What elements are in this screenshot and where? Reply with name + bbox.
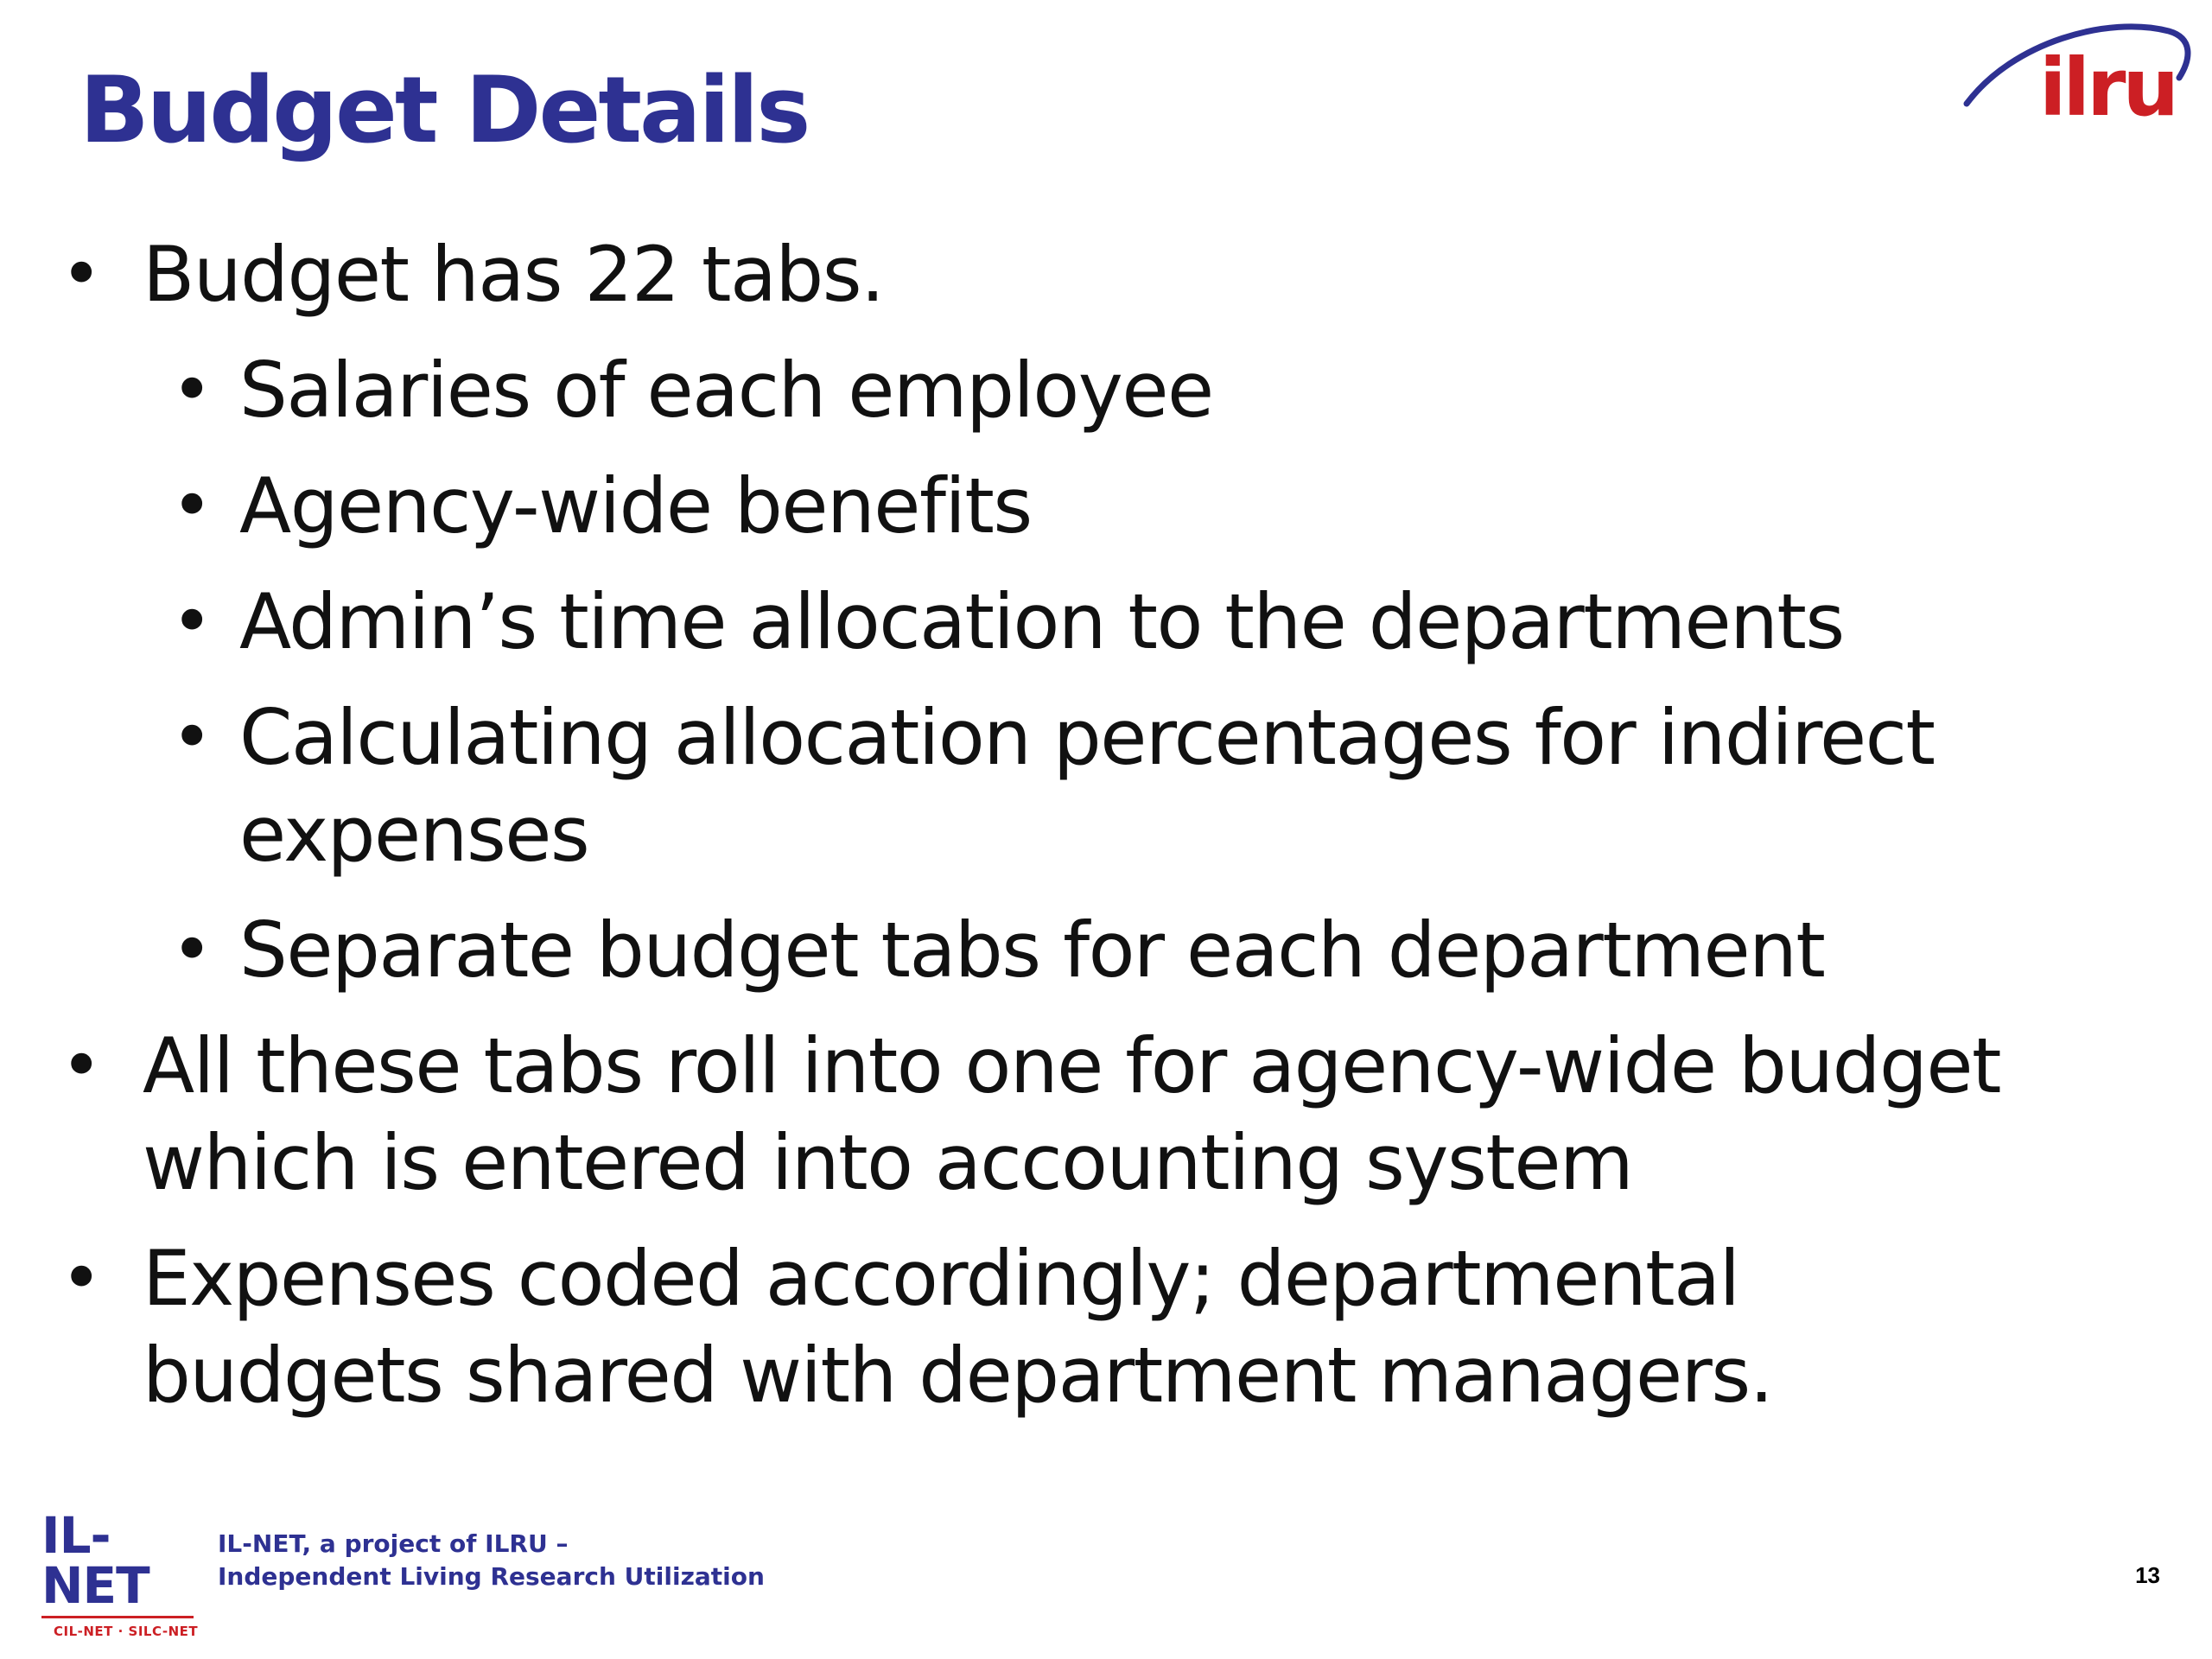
ilru-logo-text: ilru	[2039, 41, 2176, 134]
il-net-logo-text: IL-NET	[41, 1506, 149, 1615]
sub-bullet-item	[0, 458, 2039, 555]
il-net-logo-rule	[41, 1616, 194, 1618]
bullet-marker: •	[60, 233, 101, 315]
ilru-logo	[1961, 16, 2195, 145]
il-net-logo-subtext: CIL-NET · SILC-NET	[54, 1624, 199, 1639]
footer-line-1: IL-NET, a project of ILRU –	[218, 1529, 569, 1558]
footer-caption	[218, 1528, 765, 1593]
bullet-marker: •	[171, 465, 212, 547]
bullet-marker: •	[171, 909, 212, 991]
bullet-marker: •	[171, 349, 212, 431]
footer-line-2: Independent Living Research Utilization	[218, 1562, 765, 1591]
bullet-text: Salaries of each employee	[239, 346, 1213, 435]
bullet-text: Admin’s time allocation to the departments	[239, 577, 1844, 666]
bullet-text: Expenses coded accordingly; departmental budgets shared with department managers.	[143, 1234, 1773, 1420]
bullet-text: Separate budget tabs for each department	[239, 906, 1825, 995]
sub-bullet-item	[0, 902, 2039, 999]
sub-bullet-item	[0, 342, 2039, 439]
bullet-marker: •	[60, 1237, 101, 1319]
slide-title: Budget Details	[79, 57, 809, 163]
bullet-text: All these tabs roll into one for agency-wide budget which is entered into accounting system	[143, 1021, 2001, 1207]
bullet-item	[0, 1230, 2039, 1424]
sub-bullet-item	[0, 690, 2039, 883]
bullet-text: Agency-wide benefits	[239, 461, 1032, 550]
bullet-marker: •	[60, 1025, 101, 1107]
sub-bullet-item	[0, 574, 2039, 671]
bullet-list	[0, 226, 2212, 1424]
bullet-item	[0, 1018, 2039, 1211]
bullet-item	[0, 226, 2039, 323]
page-number: 13	[2135, 1562, 2160, 1588]
il-net-logo	[41, 1506, 206, 1639]
bullet-text: Budget has 22 tabs.	[143, 230, 884, 319]
bullet-marker: •	[171, 696, 212, 779]
bullet-marker: •	[171, 581, 212, 663]
bullet-text: Calculating allocation percentages for indirect expenses	[239, 693, 1935, 879]
